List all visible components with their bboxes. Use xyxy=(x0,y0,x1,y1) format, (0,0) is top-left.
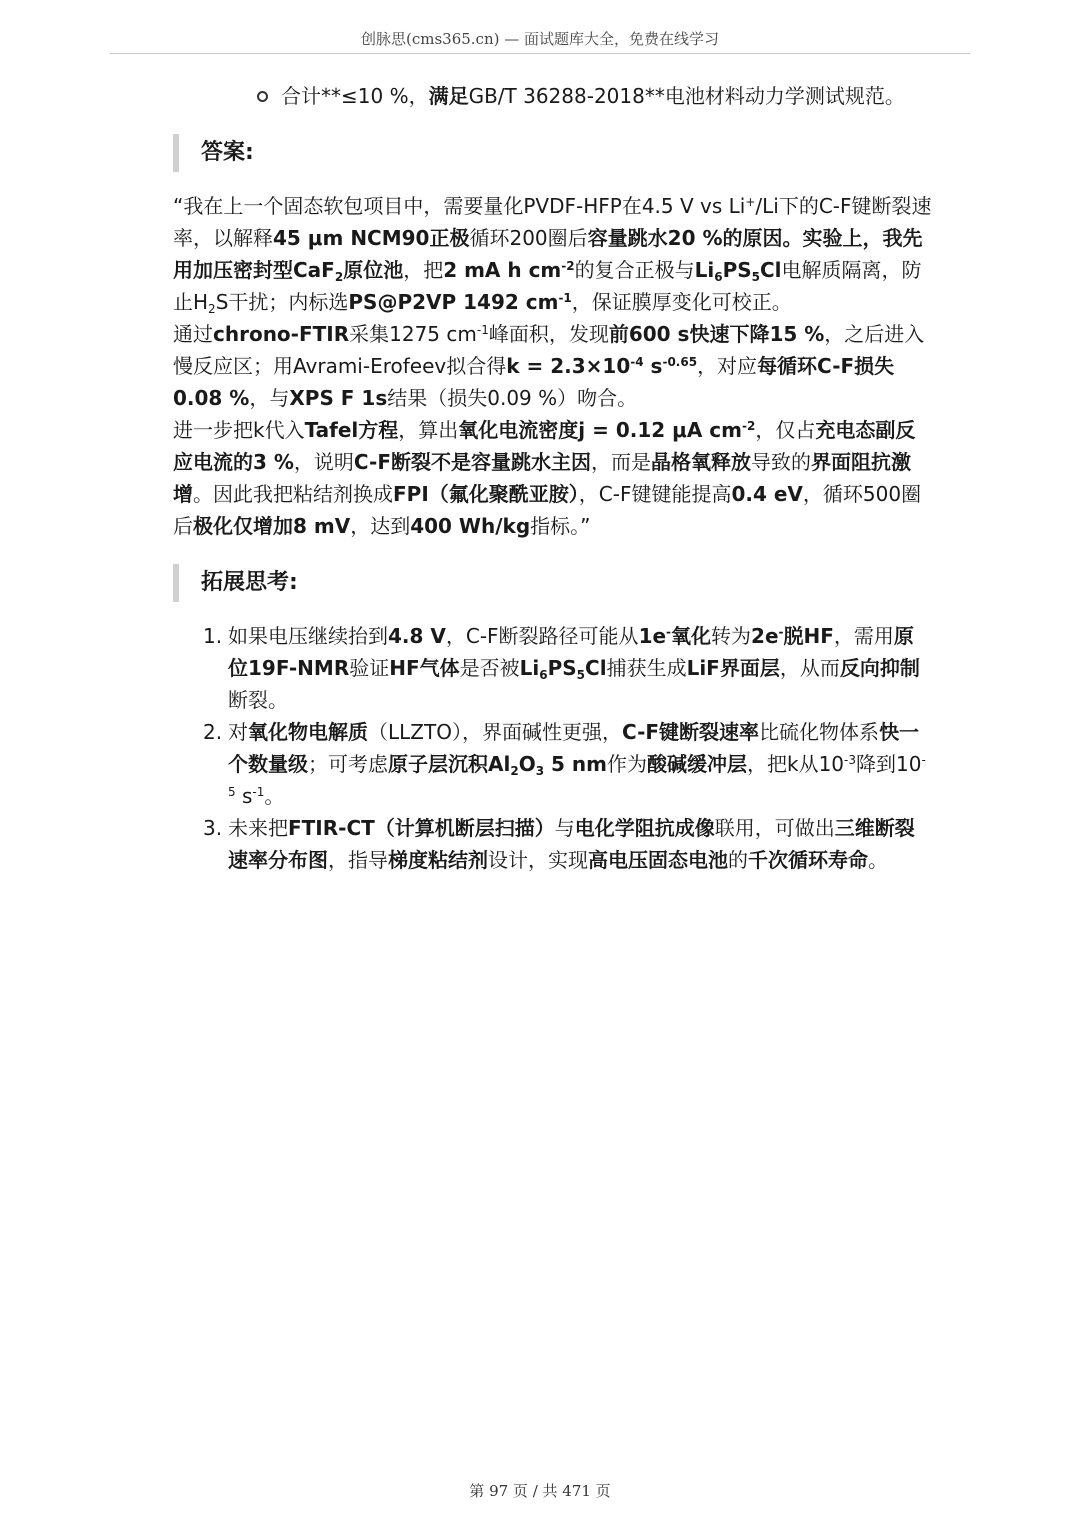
page-header: 创脉思(cms365.cn) — 面试题库大全，免费在线学习 xyxy=(360,30,720,48)
extension-title: 拓展思考: xyxy=(201,570,298,595)
extension-heading xyxy=(173,564,933,602)
answer-heading xyxy=(173,134,933,172)
heading-accent-bar xyxy=(173,134,179,172)
bullet-bold: 满足 xyxy=(428,84,469,108)
header-divider xyxy=(110,53,970,54)
main-content xyxy=(173,80,933,876)
answer-paragraph-1: “我在上一个固态软包项目中，需要量化PVDF-HFP在4.5 V vs Li+/Li下的C-F键断裂速率，以解释45 μm NCM90正极循环200圈后容量跳水20 %的原因。实验上，我先用加压密封型CaF$_2$原位池，把2 mA h $cm^{-2}$的复合正极与$Li_6PS_5Cl$电解质隔离，防止$H_2S$干扰；内标选PS@P2VP 1492 $cm^{-1}$，保证膜厚变化可校正。 xyxy=(173,194,932,316)
answer-paragraph-2: 通过chrono-FTIR采集1275 $cm^{-1}$峰面积，发现前600 s快速下降15 %，之后进入慢反应区；用Avrami-Erofeev拟合得$k = 2.3\times 10^{-4}$ $s^{-0.65}$，对应每循环C-F损失0.08 %，与XPS F 1s结果（损失0.09 %）吻合。 xyxy=(173,322,925,410)
answer-paragraph-3: 进一步把k代入Tafel方程，算出氧化电流密度j = 0.12 μA $cm^{-2}$，仅占充电态副反应电流的3 %，说明C-F断裂不是容量跳水主因，而是晶格氧释放导致的界面阻抗激增。因此我把粘结剂换成FPI（氟化聚酰亚胺），C-F键键能提高0.4 eV，循环500圈后极化仅增加8 mV，达到400 Wh/kg指标。” xyxy=(173,418,922,538)
answer-title: 答案: xyxy=(201,140,254,165)
bullet-item xyxy=(0,80,933,112)
hollow-circle-bullet-icon xyxy=(257,91,268,102)
answer-body xyxy=(173,190,933,542)
page-footer: 第 97 页 / 共 471 页 xyxy=(469,1482,611,1500)
bullet-text: 合计**≤10 %， xyxy=(281,84,429,108)
extension-list xyxy=(173,620,933,876)
list-item: 3. 未来把FTIR-CT（计算机断层扫描）与电化学阻抗成像联用，可做出三维断裂速率分布图，指导梯度粘结剂设计，实现高电压固态电池的千次循环寿命。 xyxy=(203,816,915,872)
bullet-text: GB/T 36288-2018**电池材料动力学测试规范。 xyxy=(468,84,905,108)
heading-accent-bar xyxy=(173,564,179,602)
list-item: 1. 如果电压继续抬到4.8 V，C-F断裂路径可能从1e-氧化转为2e-脱HF，需用原位19F-NMR验证HF气体是否被$Li_6PS_5Cl$捕获生成LiF界面层，从而反向抑制断裂。 xyxy=(203,624,920,712)
list-item: 2. 对氧化物电解质（LLZTO），界面碱性更强，C-F键断裂速率比硫化物体系快一个数量级；可考虑原子层沉积$Al_2O_3$ 5 nm作为酸碱缓冲层，把k从$10^{-3}$降到$10^{-5}$ $s^{-1}$。 xyxy=(203,720,926,808)
